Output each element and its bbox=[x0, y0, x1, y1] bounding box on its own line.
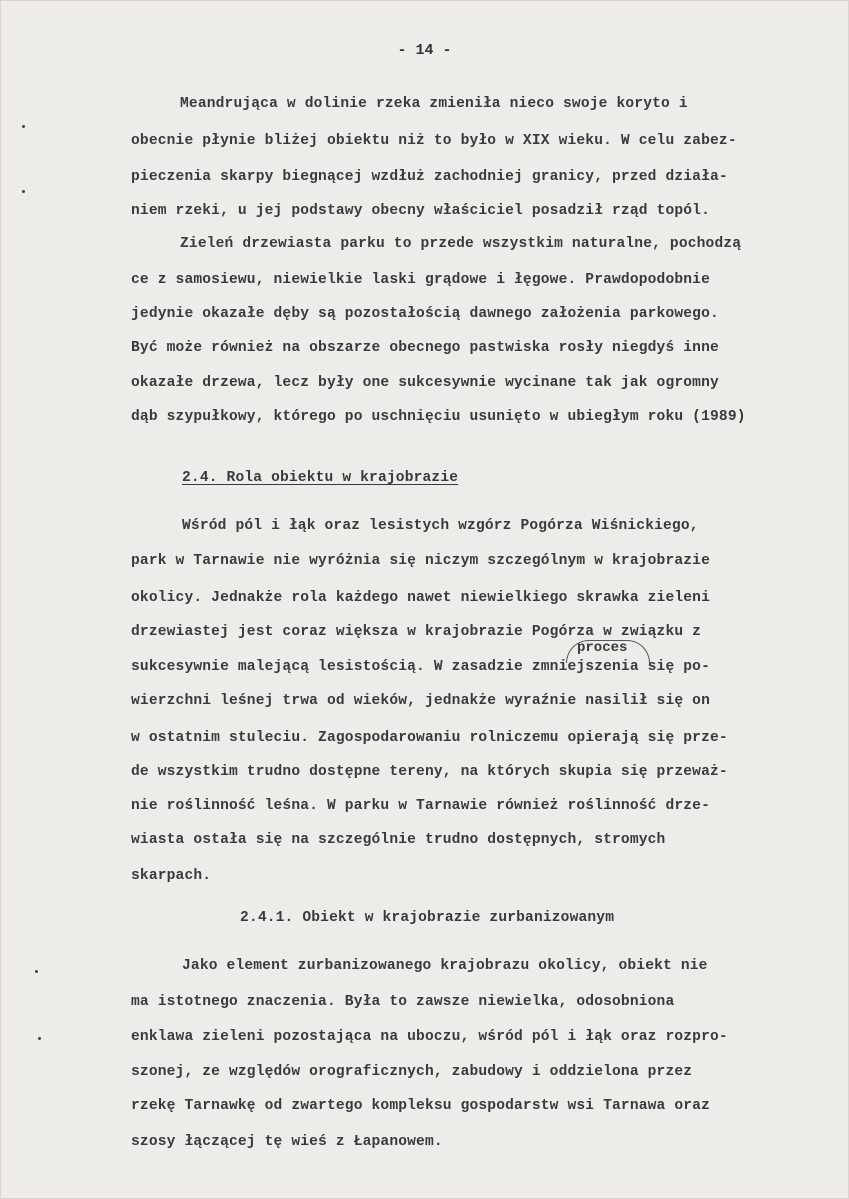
margin-mark bbox=[22, 125, 25, 128]
text-line: szosy łączącej tę wieś z Łapanowem. bbox=[131, 1134, 443, 1150]
margin-mark bbox=[35, 970, 38, 973]
margin-mark bbox=[22, 190, 25, 193]
text-line: Zieleń drzewiasta parku to przede wszystkim naturalne, pochodzą bbox=[180, 236, 742, 252]
text-line: niem rzeki, u jej podstawy obecny właściciel posadził rząd topól. bbox=[131, 203, 710, 219]
text-line: skarpach. bbox=[131, 868, 212, 884]
text-line: rzekę Tarnawkę od zwartego kompleksu gospodarstw wsi Tarnawa oraz bbox=[131, 1098, 710, 1114]
section-heading: 2.4. Rola obiektu w krajobrazie bbox=[182, 470, 459, 486]
margin-mark bbox=[38, 1037, 41, 1040]
text-line: Meandrująca w dolinie rzeka zmieniła nieco swoje koryto i bbox=[180, 96, 688, 112]
text-line: sukcesywnie malejącą lesistością. W zasadzie zmniejszenia się po- bbox=[131, 659, 710, 675]
text-line: ce z samosiewu, niewielkie laski grądowe i łęgowe. Prawdopodobnie bbox=[131, 272, 710, 288]
text-line: obecnie płynie bliżej obiektu niż to było w XIX wieku. W celu zabez- bbox=[131, 133, 737, 149]
text-line: enklawa zieleni pozostająca na uboczu, wśród pól i łąk oraz rozpro- bbox=[131, 1029, 728, 1045]
text-line: Jako element zurbanizowanego krajobrazu okolicy, obiekt nie bbox=[182, 958, 708, 974]
text-line: okolicy. Jednakże rola każdego nawet niewielkiego skrawka zieleni bbox=[131, 590, 710, 606]
text-line: wierzchni leśnej trwa od wieków, jednakże wyraźnie nasilił się on bbox=[131, 693, 710, 709]
text-line: wiasta ostała się na szczególnie trudno dostępnych, stromych bbox=[131, 832, 666, 848]
text-line: jedynie okazałe dęby są pozostałością dawnego założenia parkowego. bbox=[131, 306, 719, 322]
text-line: Wśród pól i łąk oraz lesistych wzgórz Pogórza Wiśnickiego, bbox=[182, 518, 699, 534]
text-line: drzewiastej jest coraz większa w krajobrazie Pogórza w związku z bbox=[131, 624, 702, 640]
text-line: Być może również na obszarze obecnego pastwiska rosły niegdyś inne bbox=[131, 340, 719, 356]
page-number: - 14 - bbox=[397, 42, 452, 59]
text-line: pieczenia skarpy biegnącej wzdłuż zachodniej granicy, przed działa- bbox=[131, 169, 728, 185]
handwritten-annotation: proces bbox=[577, 640, 628, 656]
text-line: park w Tarnawie nie wyróżnia się niczym szczególnym w krajobrazie bbox=[131, 553, 710, 569]
text-line: ma istotnego znaczenia. Była to zawsze niewielka, odosobniona bbox=[131, 994, 675, 1010]
text-line: szonej, ze względów orograficznych, zabudowy i oddzielona przez bbox=[131, 1064, 693, 1080]
text-line: okazałe drzewa, lecz były one sukcesywnie wycinane tak jak ogromny bbox=[131, 375, 719, 391]
text-line: nie roślinność leśna. W parku w Tarnawie również roślinność drze- bbox=[131, 798, 710, 814]
text-line: de wszystkim trudno dostępne tereny, na których skupia się przeważ- bbox=[131, 764, 728, 780]
text-line: dąb szypułkowy, którego po uschnięciu usunięto w ubiegłym roku (1989) bbox=[131, 409, 746, 425]
subsection-heading: 2.4.1. Obiekt w krajobrazie zurbanizowanym bbox=[240, 910, 615, 926]
text-line: w ostatnim stuleciu. Zagospodarowaniu rolniczemu opierają się prze- bbox=[131, 730, 728, 746]
